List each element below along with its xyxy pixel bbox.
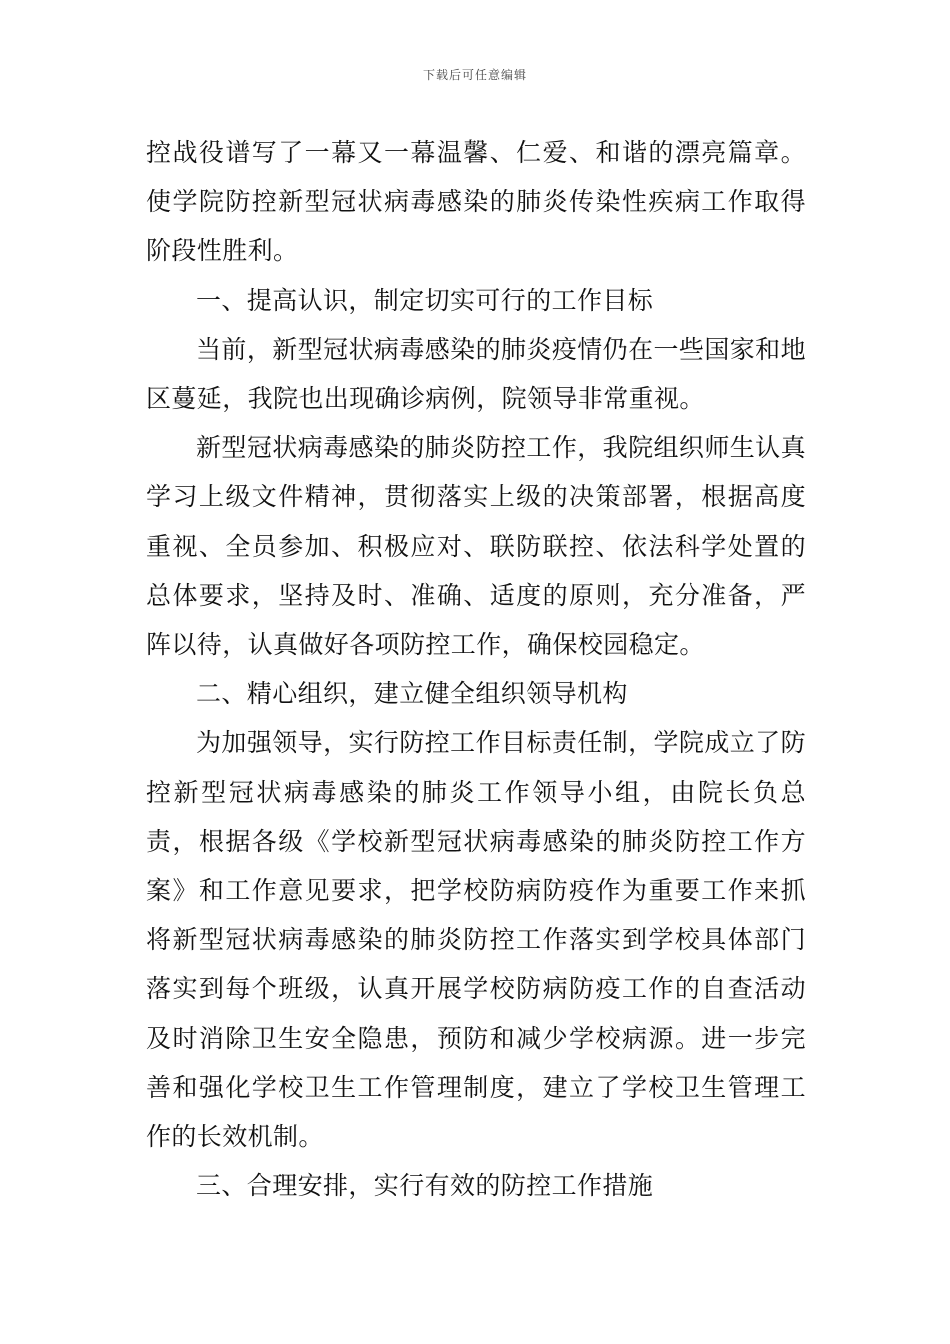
header-note: 下载后可任意编辑 (422, 68, 527, 82)
paragraph: 当前，新型冠状病毒感染的肺炎疫情仍在一些国家和地区蔓延，我院也出现确诊病例，院领导非常重视。 (146, 334, 806, 414)
section-heading-2: 二、精心组织，建立健全组织领导机构 (196, 679, 628, 709)
section-heading-3: 三、合理安排，实行有效的防控工作措施 (196, 1171, 654, 1201)
section-heading-1: 一、提高认识，制定切实可行的工作目标 (196, 285, 654, 315)
paragraph: 新型冠状病毒感染的肺炎防控工作，我院组织师生认真学习上级文件精神，贯彻落实上级的决策部署，根据高度重视、全员参加、积极应对、联防联控、依法科学处置的总体要求，坚持及时、准确、适度的原则，充分准备，严阵以待，认真做好各项防控工作，确保校园稳定。 (146, 433, 806, 660)
paragraph-continuation: 控战役谱写了一幕又一幕温馨、仁爱、和谐的漂亮篇章。使学院防控新型冠状病毒感染的肺炎传染性疾病工作取得阶段性胜利。 (146, 138, 806, 266)
document-body (146, 128, 806, 1210)
paragraph: 为加强领导，实行防控工作目标责任制，学院成立了防控新型冠状病毒感染的肺炎工作领导小组，由院长负总责，根据各级《学校新型冠状病毒感染的肺炎防控工作方案》和工作意见要求，把学校防病防疫作为重要工作来抓将新型冠状病毒感染的肺炎防控工作落实到学校具体部门落实到每个班级，认真开展学校防病防疫工作的自查活动及时消除卫生安全隐患，预防和减少学校病源。进一步完善和强化学校卫生工作管理制度，建立了学校卫生管理工作的长效机制。 (146, 728, 806, 1152)
